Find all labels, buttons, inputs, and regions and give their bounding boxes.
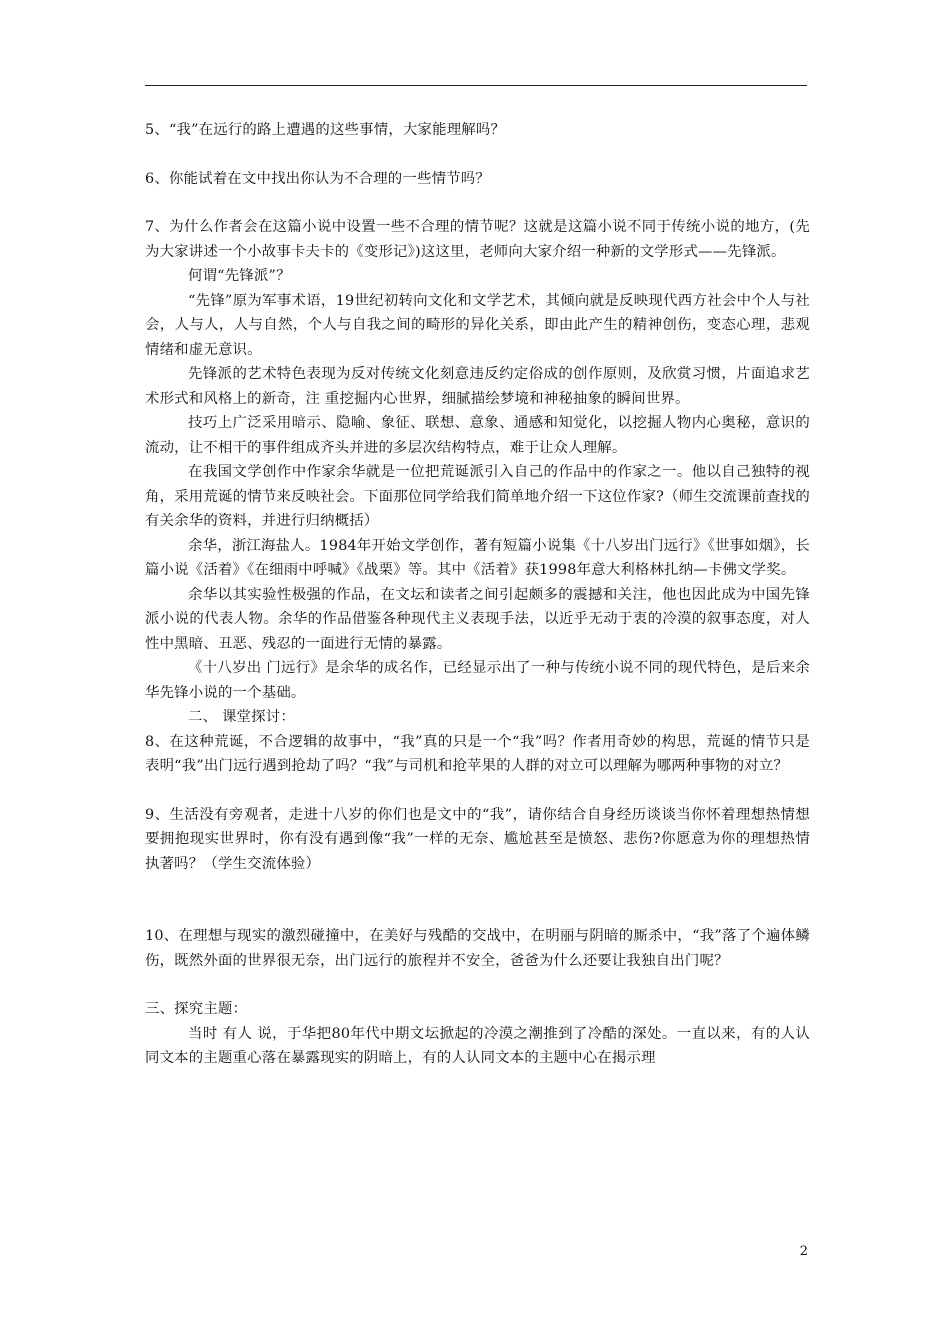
paragraph: 10、在理想与现实的激烈碰撞中，在美好与残酷的交战中，在明丽与阴暗的厮杀中，“我”落了个遍体鳞伤，既然外面的世界很无奈，出门远行的旅程并不安全，爸爸为什么还要让我独自出门呢？ [145, 928, 810, 969]
paragraph: “先锋”原为军事术语，19世纪初转向文化和文学艺术，其倾向就是反映现代西方社会中个人与社会，人与人，人与自然，个人与自我之间的畸形的异化关系，即由此产生的精神创伤，变态心理，悲观情绪和虚无意识。 [145, 292, 810, 358]
paragraph-gap [145, 973, 810, 997]
paragraph: 7、为什么作者会在这篇小说中设置一些不合理的情节呢？这就是这篇小说不同于传统小说的地方，(先为大家讲述一个小故事卡夫卡的《变形记》)这这里，老师向大家介绍一种新的文学形式——先锋派。 [145, 219, 810, 260]
paragraph-gap [145, 143, 810, 167]
paragraph: 先锋派的艺术特色表现为反对传统文化刻意违反约定俗成的创作原则，及欣赏习惯，片面追求艺术形式和风格上的新奇，注 重挖掘内心世界，细腻描绘梦境和神秘抽象的瞬间世界。 [145, 366, 810, 407]
paragraph: 三、探究主题： [145, 1001, 248, 1017]
paragraph: 技巧上广泛采用暗示、隐喻、象征、联想、意象、通感和知觉化，以挖掘人物内心奥秘，意识的流动，让不相干的事件组成齐头并进的多层次结构特点，难于让众人理解。 [145, 415, 810, 456]
paragraph: 在我国文学创作中作家余华就是一位把荒诞派引入自己的作品中的作家之一。他以自己独特的视角，采用荒诞的情节来反映社会。下面那位同学给我们简单地介绍一下这位作家?（师生交流课前查找的有关余华的资料，并进行归纳概括） [145, 464, 810, 529]
paragraph: 二、 课堂探讨： [188, 709, 295, 725]
paragraph: 8、在这种荒诞，不合逻辑的故事中，“我”真的只是一个“我”吗？作者用奇妙的构思，荒诞的情节只是表明“我”出门远行遇到抢劫了吗？“我”与司机和抢苹果的人群的对立可以理解为哪两种事物的对立？ [145, 733, 810, 774]
document-body [145, 118, 810, 1071]
paragraph: 5、“我”在远行的路上遭遇的这些事情，大家能理解吗？ [145, 122, 506, 138]
paragraph-gap [145, 191, 810, 215]
page-number: 2 [799, 1244, 808, 1259]
paragraph: 6、你能试着在文中找出你认为不合理的一些情节吗？ [145, 170, 490, 187]
paragraph: 余华以其实验性极强的作品，在文坛和读者之间引起颇多的震撼和关注，他也因此成为中国先锋派小说的代表人物。余华的作品借鉴各种现代主义表现手法，以近乎无动于衷的冷漠的叙事态度，对人性中黑暗、丑恶、残忍的一面进行无情的暴露。 [145, 586, 810, 652]
paragraph: 《十八岁出 门远行》是余华的成名作，已经显示出了一种与传统小说不同的现代特色，是后来余华先锋小说的一个基础。 [145, 660, 810, 701]
paragraph: 9、生活没有旁观者，走进十八岁的你们也是文中的“我”，请你结合自身经历谈谈当你怀着理想热情想要拥抱现实世界时，你有没有遇到像“我”一样的无奈、尴尬甚至是愤怒、悲伤?你愿意为你的理想热情执著吗？（学生交流体验） [145, 806, 810, 872]
paragraph: 何谓“先锋派”？ [188, 268, 291, 284]
paragraph-gap [145, 779, 810, 803]
paragraph-gap [145, 876, 810, 924]
paragraph: 余华，浙江海盐人。1984年开始文学创作，著有短篇小说集《十八岁出门远行》《世事如烟》，长篇小说《活着》《在细雨中呼喊》《战栗》等。其中《活着》获1998年意大利格林扎纳—卡佛文学奖。 [145, 537, 810, 578]
header-rule [145, 85, 807, 86]
paragraph: 当时 有人 说，于华把80年代中期文坛掀起的冷漠之潮推到了冷酷的深处。一直以来，有的人认同文本的主题重心落在暴露现实的阴暗上，有的人认同文本的主题中心在揭示理 [145, 1025, 810, 1066]
